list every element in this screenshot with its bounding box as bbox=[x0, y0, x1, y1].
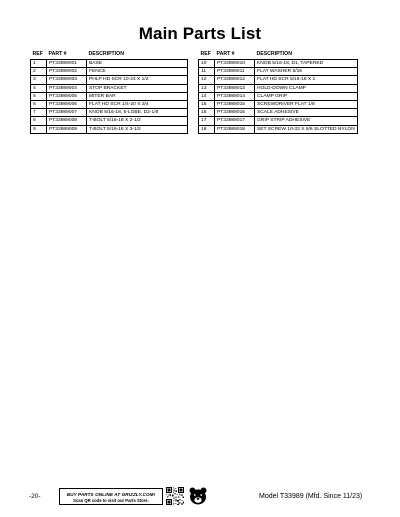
table-row bbox=[199, 60, 358, 68]
cell-part-number: PT33989014 bbox=[215, 92, 255, 100]
cell-ref: 2 bbox=[31, 68, 47, 76]
table-row bbox=[31, 92, 188, 100]
cell-description: FLAT HD SCR 1/4-20 X 3/4 bbox=[87, 100, 188, 108]
table-row bbox=[31, 76, 188, 84]
cell-description: SET SCREW 10-32 X 5/8 SLOTTED NYLON bbox=[255, 125, 358, 133]
header-part: PART # bbox=[48, 51, 67, 57]
cell-ref: 16 bbox=[199, 109, 215, 117]
cell-part-number: PT33989011 bbox=[215, 68, 255, 76]
cell-description: HOLD-DOWN CLAMP bbox=[255, 84, 358, 92]
model-info: Model T33989 (Mfd. Since 11/23) bbox=[259, 493, 363, 500]
header-part: PART # bbox=[216, 51, 235, 57]
cell-ref: 9 bbox=[31, 125, 47, 133]
cell-ref: 12 bbox=[199, 76, 215, 84]
cell-ref: 11 bbox=[199, 68, 215, 76]
cell-part-number: PT33989016 bbox=[215, 109, 255, 117]
cell-description: T-BOLT 5/16-18 X 3-1/2 bbox=[87, 125, 188, 133]
cell-description: KNOB 5/16-18, D1, TAPERED bbox=[255, 60, 358, 68]
cell-part-number: PT33989017 bbox=[215, 117, 255, 125]
cell-ref: 6 bbox=[31, 100, 47, 108]
table-row bbox=[31, 100, 188, 108]
cell-ref: 17 bbox=[199, 117, 215, 125]
cell-part-number: PT33989004 bbox=[47, 84, 87, 92]
table-row bbox=[199, 125, 358, 133]
cell-ref: 14 bbox=[199, 92, 215, 100]
parts-table-left bbox=[30, 50, 188, 134]
cell-description: CLAMP GRIP bbox=[255, 92, 358, 100]
qr-code-icon[interactable] bbox=[166, 487, 184, 505]
cell-ref: 15 bbox=[199, 100, 215, 108]
cell-description: SCREWDRIVER FLAT 1/8 bbox=[255, 100, 358, 108]
table-row bbox=[31, 117, 188, 125]
cell-description: FLAT HD SCR 5/16-18 X 1 bbox=[255, 76, 358, 84]
table-row bbox=[199, 68, 358, 76]
table-row bbox=[31, 125, 188, 133]
cell-ref: 18 bbox=[199, 125, 215, 133]
cell-part-number: PT33989015 bbox=[215, 100, 255, 108]
cell-ref: 3 bbox=[31, 76, 47, 84]
table-row bbox=[31, 109, 188, 117]
cell-ref: 1 bbox=[31, 60, 47, 68]
cell-part-number: PT33989002 bbox=[47, 68, 87, 76]
cell-part-number: PT33989012 bbox=[215, 76, 255, 84]
cell-ref: 7 bbox=[31, 109, 47, 117]
cell-part-number: PT33989001 bbox=[47, 60, 87, 68]
cell-description: T-BOLT 5/16-18 X 2-1/2 bbox=[87, 117, 188, 125]
cell-part-number: PT33989005 bbox=[47, 92, 87, 100]
cell-ref: 10 bbox=[199, 60, 215, 68]
cell-part-number: PT33989013 bbox=[215, 84, 255, 92]
banner-headline: BUY PARTS ONLINE AT GRIZZLY.COM! bbox=[66, 492, 156, 497]
cell-description: STOP BRACKET bbox=[87, 84, 188, 92]
cell-ref: 4 bbox=[31, 84, 47, 92]
table-row bbox=[199, 117, 358, 125]
table-row bbox=[199, 92, 358, 100]
cell-description: PHLP HD SCR 10-24 X 1/2 bbox=[87, 76, 188, 84]
table-row bbox=[31, 60, 188, 68]
cell-ref: 5 bbox=[31, 92, 47, 100]
table-row bbox=[199, 84, 358, 92]
cell-part-number: PT33989008 bbox=[47, 117, 87, 125]
header-ref: REF bbox=[200, 51, 211, 57]
cell-part-number: PT33989003 bbox=[47, 76, 87, 84]
table-row bbox=[31, 68, 188, 76]
parts-store-banner[interactable] bbox=[59, 488, 163, 505]
header-ref: REF bbox=[32, 51, 43, 57]
cell-description: GRIP STRIP ADHESIVE bbox=[255, 117, 358, 125]
cell-ref: 13 bbox=[199, 84, 215, 92]
table-row bbox=[199, 109, 358, 117]
table-header-row bbox=[199, 50, 358, 60]
cell-part-number: PT33989007 bbox=[47, 109, 87, 117]
cell-part-number: PT33989006 bbox=[47, 100, 87, 108]
table-row bbox=[199, 100, 358, 108]
cell-description: BASE bbox=[87, 60, 188, 68]
cell-part-number: PT33989010 bbox=[215, 60, 255, 68]
cell-ref: 8 bbox=[31, 117, 47, 125]
banner-subtext: Scan QR code to visit our Parts Store. bbox=[73, 498, 149, 503]
cell-description: SCALE ADHESIVE bbox=[255, 109, 358, 117]
cell-description: FENCE bbox=[87, 68, 188, 76]
table-row bbox=[31, 84, 188, 92]
cell-part-number: PT33989018 bbox=[215, 125, 255, 133]
cell-description: FLAT WASHER 5/16 bbox=[255, 68, 358, 76]
table-row bbox=[199, 76, 358, 84]
header-description: DESCRIPTION bbox=[256, 51, 292, 57]
cell-part-number: PT33989009 bbox=[47, 125, 87, 133]
grizzly-bear-logo bbox=[188, 486, 208, 506]
cell-description: KNOB 5/16-18, 5-LOBE, D2-1/8 bbox=[87, 109, 188, 117]
page-number: -20- bbox=[29, 493, 41, 500]
page-title: Main Parts List bbox=[138, 24, 262, 43]
header-description: DESCRIPTION bbox=[88, 51, 124, 57]
cell-description: MITER BAR bbox=[87, 92, 188, 100]
parts-table-right bbox=[198, 50, 358, 134]
table-header-row bbox=[31, 50, 188, 60]
